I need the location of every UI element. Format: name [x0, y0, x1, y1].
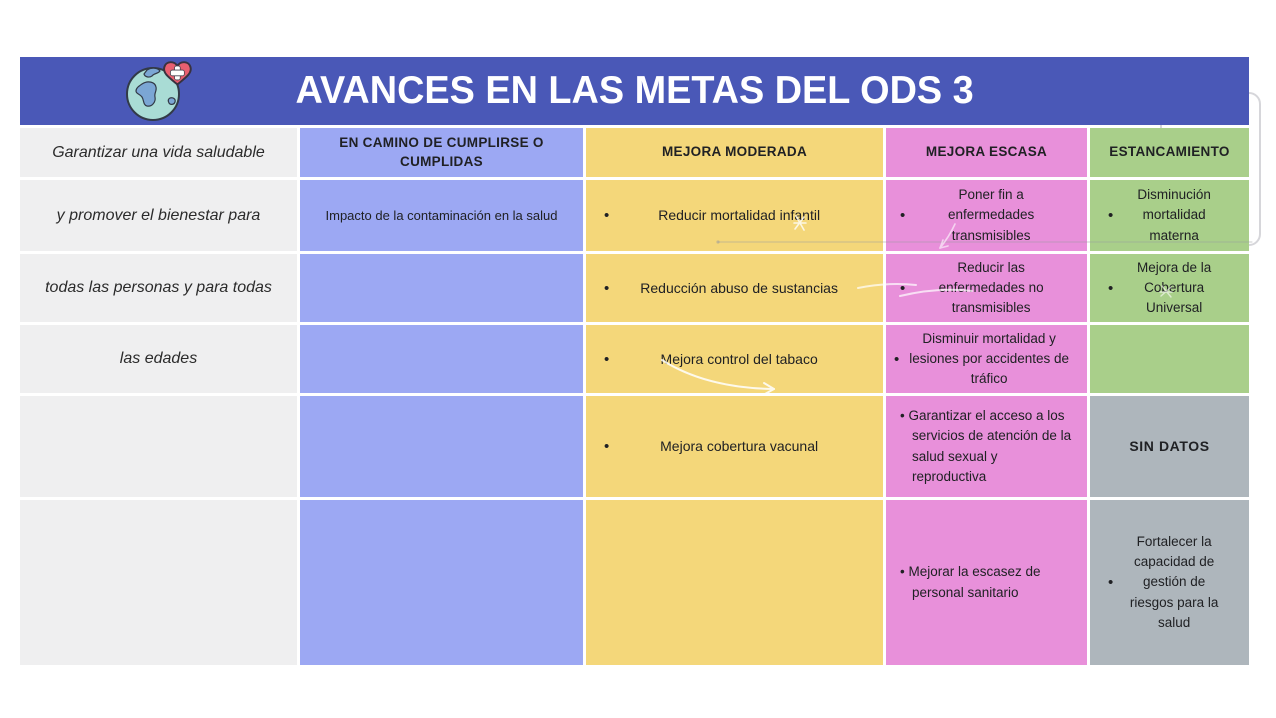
bullet-icon: • — [604, 279, 610, 297]
item-reduccion-abuso-sustancias — [586, 254, 883, 322]
col-header-on-track: EN CAMINO DE CUMPLIRSE O CUMPLIDAS — [300, 128, 583, 177]
item-label: Poner fin a enfermedades transmisibles — [947, 187, 1035, 243]
intro-line-4: las edades — [20, 325, 297, 393]
progress-grid — [20, 128, 1249, 665]
col-header-scarce-improvement: MEJORA ESCASA — [886, 128, 1087, 177]
item-disminucion-mortalidad-materna — [1090, 180, 1249, 251]
item-label: Disminución mortalidad materna — [1137, 187, 1211, 243]
item-reducir-mortalidad-infantil — [586, 180, 883, 251]
item-label: Fortalecer la capacidad de gestión de riesgos para la salud — [1129, 533, 1219, 630]
item-label: Mejora de la Cobertura Universal — [1136, 259, 1212, 316]
item-label: • Garantizar el acceso a los servicios de atención de la salud sexual y reproductiva — [886, 406, 1087, 487]
item-label: Reducir mortalidad infantil — [658, 207, 821, 223]
bullet-icon: • — [1108, 574, 1114, 591]
item-label: Disminuir mortalidad y lesiones por accidentes de tráfico — [909, 330, 1070, 387]
item-garantizar-acceso-salud-sexual — [886, 396, 1087, 497]
empty-cell — [586, 500, 883, 665]
bullet-icon: • — [1108, 279, 1114, 297]
item-mejora-control-tabaco — [586, 325, 883, 393]
item-label: Reducir las enfermedades no transmisibles — [938, 259, 1044, 316]
page-title: AVANCES EN LAS METAS DEL ODS 3 — [295, 69, 974, 112]
empty-cell — [20, 500, 297, 665]
bullet-icon: • — [894, 350, 900, 368]
col-header-sin-datos: SIN DATOS — [1090, 396, 1249, 497]
item-label: Mejora cobertura vacunal — [660, 438, 819, 454]
item-mejora-cobertura-vacunal — [586, 396, 883, 497]
item-poner-fin-enfermedades-transmisibles — [886, 180, 1087, 251]
bullet-icon: • — [1108, 207, 1114, 224]
bullet-icon: • — [604, 207, 610, 224]
col-header-stagnation: ESTANCAMIENTO — [1090, 128, 1249, 177]
bullet-icon: • — [604, 350, 610, 368]
item-fortalecer-gestion-riesgos-salud — [1090, 500, 1249, 665]
empty-cell — [300, 254, 583, 322]
title-bar — [20, 57, 1249, 125]
empty-cell — [300, 325, 583, 393]
item-reducir-enfermedades-no-transmisibles — [886, 254, 1087, 322]
intro-line-3: todas las personas y para todas — [20, 254, 297, 322]
intro-line-2: y promover el bienestar para — [20, 180, 297, 251]
bullet-icon: • — [900, 279, 906, 297]
col-header-moderate-improvement: MEJORA MODERADA — [586, 128, 883, 177]
item-disminuir-mortalidad-accidentes-trafico — [886, 325, 1087, 393]
bullet-icon: • — [604, 438, 610, 455]
ods3-progress-table — [20, 57, 1249, 665]
globe-heart-icon — [120, 58, 204, 124]
item-mejorar-escasez-personal-sanitario — [886, 500, 1087, 665]
empty-cell — [1090, 325, 1249, 393]
item-mejora-cobertura-universal — [1090, 254, 1249, 322]
item-label: Reducción abuso de sustancias — [640, 279, 838, 296]
empty-cell — [300, 396, 583, 497]
bullet-icon: • — [900, 207, 906, 224]
intro-line-1: Garantizar una vida saludable — [20, 128, 297, 177]
item-impacto-contaminacion-salud: Impacto de la contaminación en la salud — [300, 180, 583, 251]
item-label: • Mejorar la escasez de personal sanitario — [886, 562, 1087, 603]
empty-cell — [20, 396, 297, 497]
empty-cell — [300, 500, 583, 665]
item-label: Mejora control del tabaco — [660, 350, 818, 367]
